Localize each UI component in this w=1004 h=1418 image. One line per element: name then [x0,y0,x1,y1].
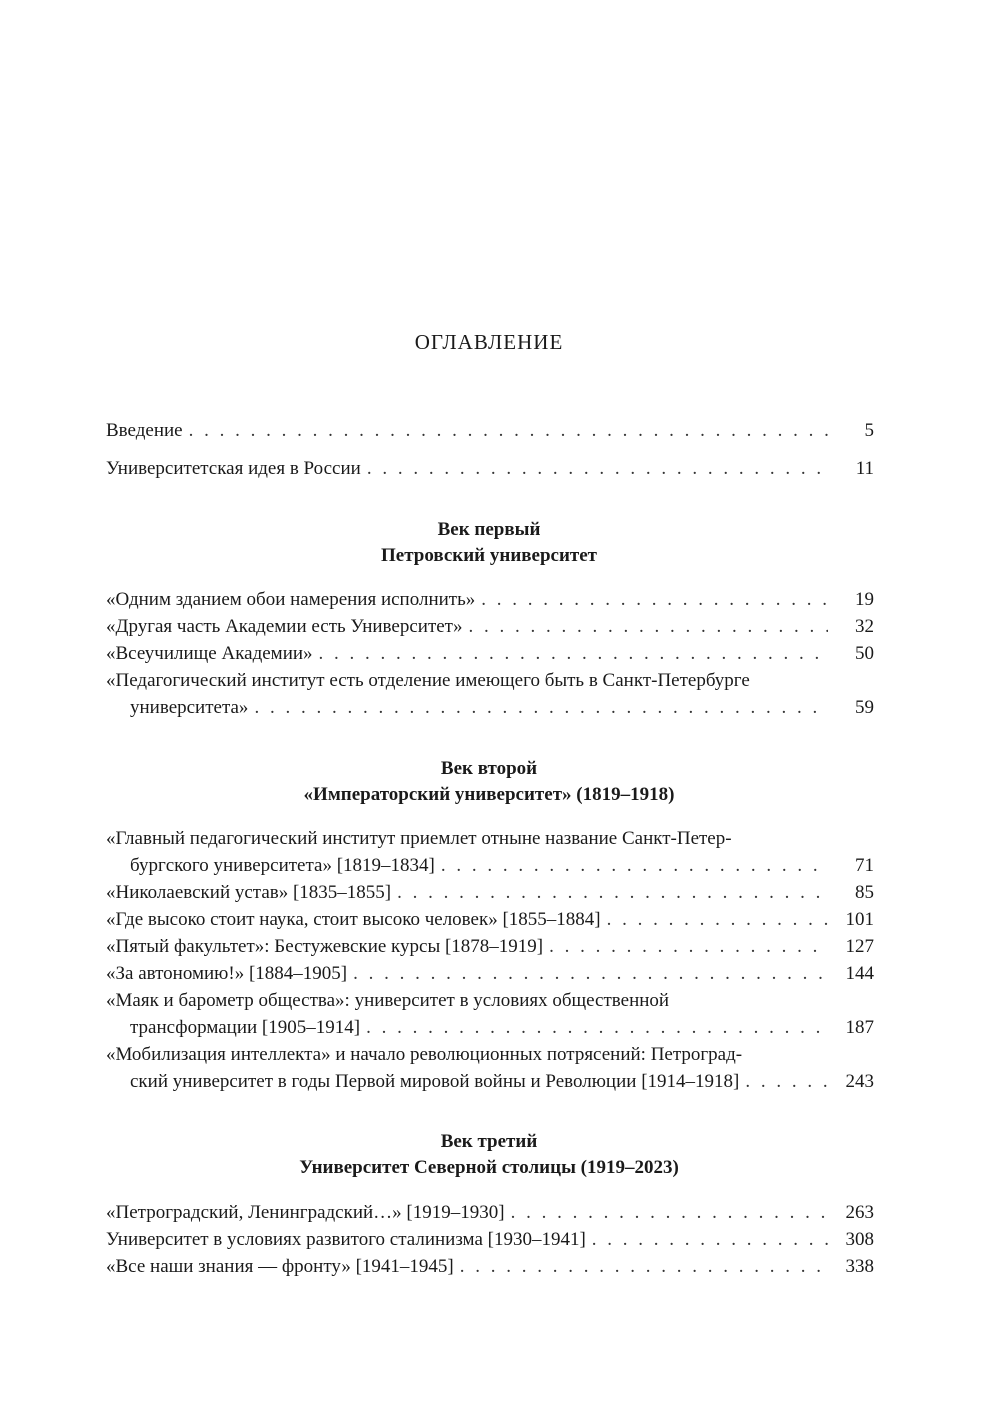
page-number: 50 [855,643,874,664]
toc-entry[interactable] [106,825,874,879]
toc-entry[interactable] [106,960,874,987]
entry-title-cont: трансформации [1905–1914] [130,1017,361,1038]
toc-entry[interactable] [106,879,874,906]
section-heading-part3 [0,1129,978,1181]
entry-title: «Одним зданием обои намерения исполнить» [106,589,476,610]
page-number: 85 [855,882,874,903]
page-number: 32 [855,616,874,637]
page-number: 11 [855,458,874,479]
leader-dots [441,852,828,879]
page-number: 127 [845,936,874,957]
section-heading: Век второй [440,758,538,779]
entry-title-cont: университета» [130,697,249,718]
entry-title: «Всеучилище Академии» [106,643,313,664]
toc-entry[interactable] [106,667,874,721]
section-subheading: Университет Северной столицы (1919–2023) [299,1157,679,1178]
page-number: 144 [845,963,874,984]
toc-entry[interactable] [106,613,874,640]
leader-dots [319,640,828,667]
entry-title: «Где высоко стоит наука, стоит высоко человек» [1855–1884] [106,909,601,930]
section-heading: Век первый [437,519,541,540]
leader-dots [367,455,828,482]
page-number: 101 [845,909,874,930]
toc-entry[interactable] [106,933,874,960]
page-number: 308 [845,1229,874,1250]
entry-title-cont: ский университет в годы Первой мировой войны и Революции [1914–1918] [130,1071,740,1092]
toc-entry[interactable] [106,987,874,1041]
entry-title: Университет в условиях развитого сталинизма [1930–1941] [106,1229,586,1250]
page-number: 338 [845,1256,874,1277]
leader-dots [460,1253,828,1280]
entry-title: «Другая часть Академии есть Университет» [106,616,463,637]
entry-title: Введение [106,420,183,441]
leader-dots [397,879,828,906]
leader-dots [592,1226,828,1253]
leader-dots [353,960,828,987]
page-title: ОГЛАВЛЕНИЕ [414,330,564,354]
leader-dots [366,1014,828,1041]
leader-dots [745,1068,828,1095]
toc-entry[interactable] [106,1226,874,1253]
leader-dots [468,613,828,640]
entry-title: «Маяк и барометр общества»: университет в условиях общественной [106,990,670,1011]
section-heading-part1 [0,517,978,569]
leader-dots [511,1199,828,1226]
entry-title: «Педагогический институт есть отделение имеющего быть в Санкт-Петербурге [106,670,750,691]
toc-entry[interactable] [106,1253,874,1280]
leader-dots [549,933,828,960]
entry-title: «За автономию!» [1884–1905] [106,963,348,984]
toc-entry[interactable] [106,1041,874,1095]
page-number: 263 [845,1202,874,1223]
section-heading-part2 [0,756,978,808]
page-number: 59 [855,697,874,718]
leader-dots [189,417,828,444]
toc-entry[interactable] [106,640,874,667]
section-subheading: «Императорский университет» (1819–1918) [303,784,675,805]
page-number: 19 [855,589,874,610]
page-number: 243 [845,1071,874,1092]
leader-dots [481,586,828,613]
entry-title: Университетская идея в России [106,458,361,479]
entry-title: «Пятый факультет»: Бестужевские курсы [1878–1919] [106,936,544,957]
entry-title: «Николаевский устав» [1835–1855] [106,882,392,903]
toc-entry-intro[interactable] [106,417,874,444]
page-number: 187 [845,1017,874,1038]
entry-title: «Все наши знания — фронту» [1941–1945] [106,1256,454,1277]
toc-entry[interactable] [106,906,874,933]
entry-title: «Мобилизация интеллекта» и начало революционных потрясений: Петроград- [106,1044,743,1065]
page-number: 71 [855,855,874,876]
leader-dots [607,906,828,933]
leader-dots [254,694,828,721]
entry-title: «Главный педагогический институт приемлет отныне название Санкт-Петер- [106,828,732,849]
entry-title: «Петроградский, Ленинградский…» [1919–1930] [106,1202,505,1223]
section-subheading: Петровский университет [380,545,598,566]
entry-title-cont: бургского университета» [1819–1834] [130,855,435,876]
section-heading: Век третий [440,1131,538,1152]
page-number: 5 [864,420,874,441]
toc-entry-university-idea[interactable] [106,455,874,482]
toc-entry[interactable] [106,1199,874,1226]
toc-entry[interactable] [106,586,874,613]
